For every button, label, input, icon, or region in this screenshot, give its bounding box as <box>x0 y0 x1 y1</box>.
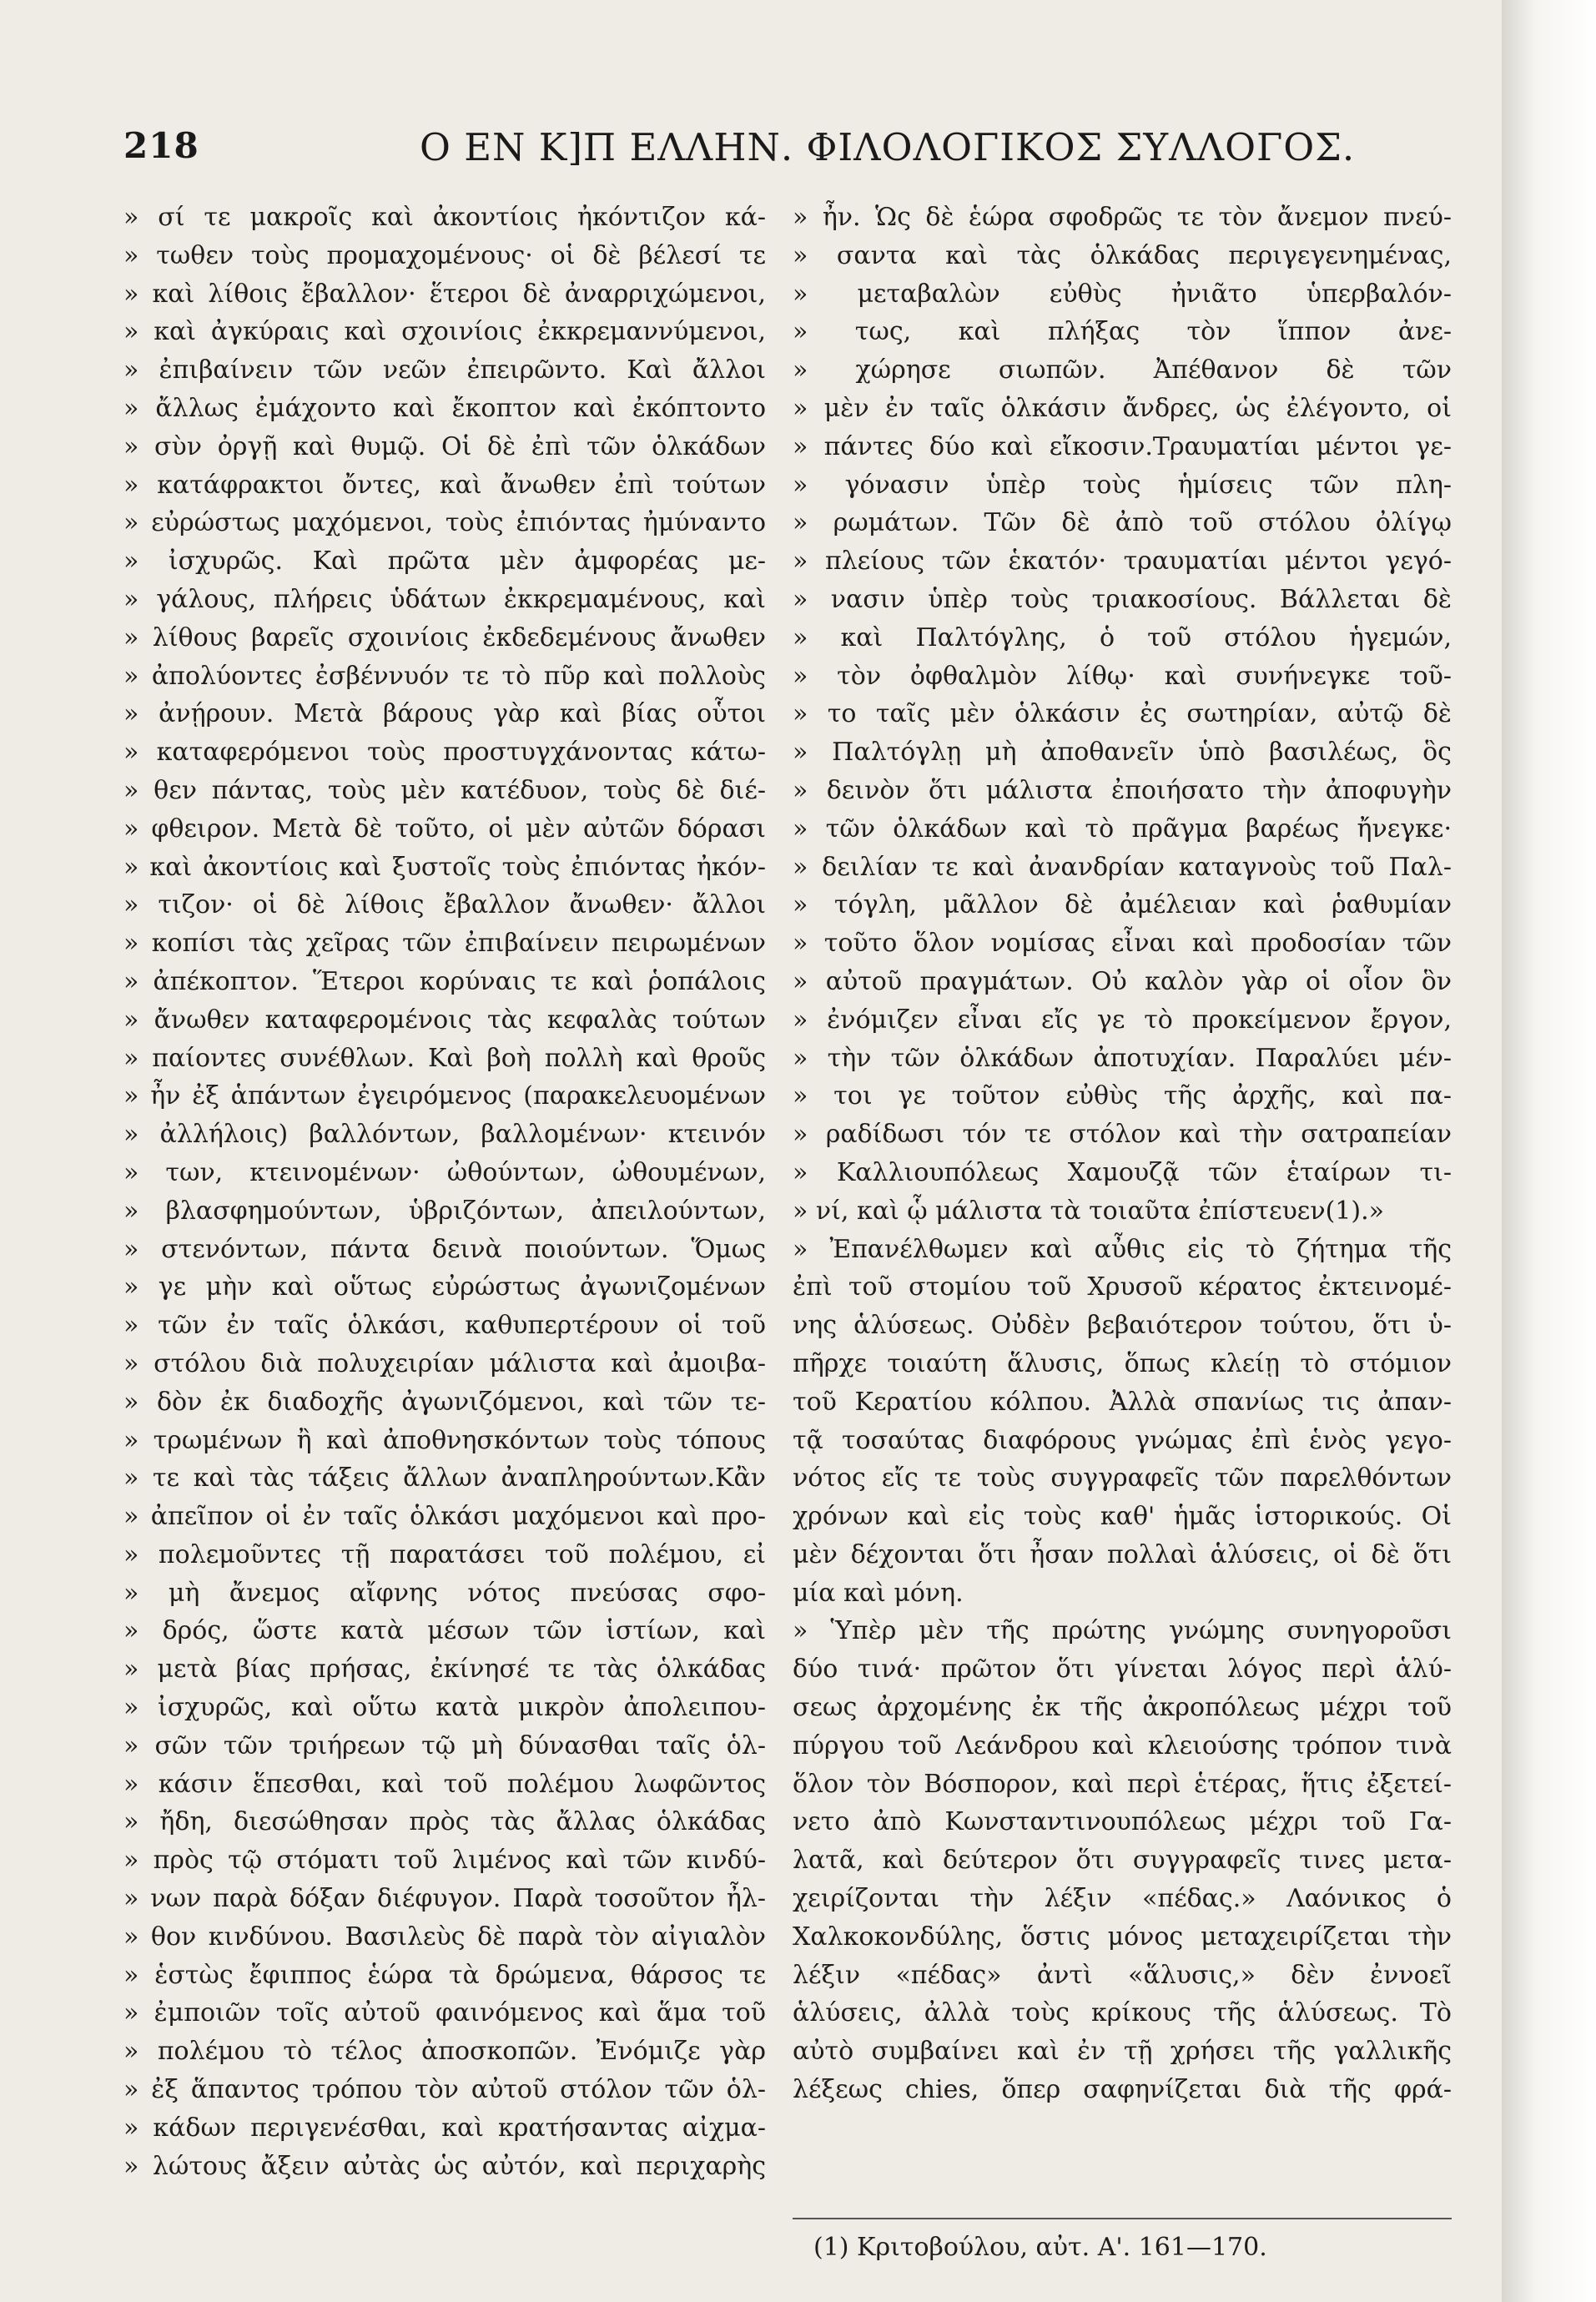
text-line: σεως ἀρχομένης ἐκ τῆς ἀκροπόλεως μέχρι τοῦ <box>793 1693 1452 1723</box>
text-line: νης ἁλύσεως. Οὐδὲν βεβαιότερον τούτου, ὅτι ὑ- <box>793 1311 1452 1341</box>
text-line: » τῶν ὁλκάδων καὶ τὸ πρᾶγμα βαρέως ἤνεγκε· <box>793 814 1452 844</box>
text-line: » ἀπεῖπον οἱ ἐν ταῖς ὁλκάσι μαχόμενοι καὶ προ- <box>123 1502 766 1532</box>
text-line: » πολεμοῦντες τῇ παρατάσει τοῦ πολέμου, εἰ <box>123 1539 766 1569</box>
text-line: » Ὑπὲρ μὲν τῆς πρώτης γνώμης συνηγοροῦσι <box>793 1616 1452 1646</box>
text-line: μὲν δέχονται ὅτι ἦσαν πολλαὶ ἁλύσεις, οἱ δὲ ὅτι <box>793 1539 1452 1569</box>
text-line: » δρός, ὥστε κατὰ μέσων τῶν ἱστίων, καὶ <box>123 1616 766 1646</box>
text-line: » φθειρον. Μετὰ δὲ τοῦτο, οἱ μὲν αὐτῶν δόρασι <box>123 814 766 844</box>
text-line: » νί, καὶ ᾧ μάλιστα τὰ τοιαῦτα ἐπίστευεν(1).» <box>793 1196 1384 1226</box>
text-line: » λίθους βαρεῖς σχοινίοις ἐκδεδεμένους ἄνωθεν <box>123 622 766 652</box>
text-line: τοῦ Κερατίου κόλπου. Ἀλλὰ σπανίως τις ἀπαν- <box>793 1387 1452 1417</box>
text-line: » τὸν ὀφθαλμὸν λίθῳ· καὶ συνήνεγκε τοῦ- <box>793 661 1452 691</box>
text-line: » εὐρώστως μαχόμενοι, τοὺς ἐπιόντας ἠμύναντο <box>123 508 766 538</box>
text-line: » καὶ Παλτόγλης, ὁ τοῦ στόλου ἡγεμών, <box>793 622 1452 652</box>
text-line: » τιζον· οἱ δὲ λίθοις ἔβαλλον ἄνωθεν· ἄλλοι <box>123 890 766 920</box>
text-line: » καὶ ἀκοντίοις καὶ ξυστοῖς τοὺς ἐπιόντας ἠκόν- <box>123 852 766 882</box>
text-line: » γάλους, πλήρεις ὑδάτων ἐκκρεμαμένους, καὶ <box>123 584 766 614</box>
footnote: (1) Κριτοβούλου, αὐτ. Α'. 161—170. <box>813 2233 1267 2262</box>
text-line: » ἐνόμιζεν εἶναι εἴς γε τὸ προκείμενον ἔργον, <box>793 1005 1452 1035</box>
text-line: δύο τινά· πρῶτον ὅτι γίνεται λόγος περὶ ἁλύ- <box>793 1655 1452 1685</box>
text-line: » αὐτοῦ πραγμάτων. Οὐ καλὸν γὰρ οἱ οἷον ὃν <box>793 966 1452 996</box>
text-line: » μὲν ἐν ταῖς ὁλκάσιν ἄνδρες, ὡς ἐλέγοντο, οἱ <box>793 393 1452 423</box>
text-line: » μετὰ βίας πρήσας, ἐκίνησέ τε τὰς ὁλκάδας <box>123 1655 766 1685</box>
text-line: » πάντες δύο καὶ εἴκοσιν.Τραυματίαι μέντοι γε- <box>793 431 1452 461</box>
text-line: » λώτους ἄξειν αὐτὰς ὡς αὐτόν, καὶ περιχαρὴς <box>123 2151 766 2181</box>
text-line: » τρωμένων ἢ καὶ ἀποθνησκόντων τοὺς τόπους <box>123 1425 766 1455</box>
text-line: » σὺν ὀργῇ καὶ θυμῷ. Οἱ δὲ ἐπὶ τῶν ὁλκάδων <box>123 431 766 461</box>
text-line: » πλείους τῶν ἑκατόν· τραυματίαι μέντοι γεγό- <box>793 547 1452 577</box>
text-line: » τοι γε τοῦτον εὐθὺς τῆς ἀρχῆς, καὶ πα- <box>793 1081 1452 1111</box>
text-line: » καὶ λίθοις ἔβαλλον· ἕτεροι δὲ ἀναρριχώμενοι, <box>123 279 766 309</box>
text-line: » ἐπιβαίνειν τῶν νεῶν ἐπειρῶντο. Καὶ ἄλλοι <box>123 355 766 385</box>
page-header <box>123 125 1356 184</box>
text-line: » ραδίδωσι τόν τε στόλον καὶ τὴν σατραπείαν <box>793 1120 1452 1150</box>
text-line: » τωθεν τοὺς προμαχομένους· οἱ δὲ βέλεσί τε <box>123 240 766 270</box>
text-line: » στόλου διὰ πολυχειρίαν μάλιστα καὶ ἀμοιβα- <box>123 1348 766 1378</box>
text-line: » πολέμου τὸ τέλος ἀποσκοπῶν. Ἐνόμιζε γὰρ <box>123 2037 766 2067</box>
text-line: » θον κινδύνου. Βασιλεὺς δὲ παρὰ τὸν αἰγιαλὸν <box>123 1922 766 1952</box>
text-line: » καταφερόμενοι τοὺς προστυγχάνοντας κάτω- <box>123 738 766 768</box>
text-line: χρόνων καὶ εἰς τοὺς καθ' ἡμᾶς ἱστορικούς. Οἱ <box>793 1502 1452 1532</box>
text-line: Χαλκοκονδύλης, ὅστις μόνος μεταχειρίζεται τὴν <box>793 1922 1452 1952</box>
text-line: » Ἐπανέλθωμεν καὶ αὖθις εἰς τὸ ζήτημα τῆς <box>793 1234 1452 1264</box>
text-line: » τοῦτο ὅλον νομίσας εἶναι καὶ προδοσίαν τῶν <box>793 929 1452 959</box>
text-line: » τὴν τῶν ὁλκάδων ἀποτυχίαν. Παραλύει μέν- <box>793 1043 1452 1073</box>
text-line: » θεν πάντας, τοὺς μὲν κατέδυον, τοὺς δὲ διέ- <box>123 775 766 805</box>
text-line: νετο ἀπὸ Κωνσταντινουπόλεως μέχρι τοῦ Γα- <box>793 1807 1452 1837</box>
text-line: » δὸν ἐκ διαδοχῆς ἀγωνιζόμενοι, καὶ τῶν τε- <box>123 1387 766 1417</box>
text-line: » ἦν ἐξ ἁπάντων ἐγειρόμενος (παρακελευομένων <box>123 1081 766 1111</box>
text-line: » πρὸς τῷ στόματι τοῦ λιμένος καὶ τῶν κινδύ- <box>123 1846 766 1876</box>
text-line: ἐπὶ τοῦ στομίου τοῦ Χρυσοῦ κέρατος ἐκτεινομέ- <box>793 1272 1452 1302</box>
text-line: » γόνασιν ὑπὲρ τοὺς ἡμίσεις τῶν πλη- <box>793 470 1452 500</box>
text-line: » τως, καὶ πλήξας τὸν ἵππον ἀνε- <box>793 317 1452 347</box>
text-line: » σαντα καὶ τὰς ὁλκάδας περιγεγενημένας, <box>793 240 1452 270</box>
left-text-column <box>123 199 766 2185</box>
page-edge-margin <box>1502 0 1596 2302</box>
page-number: 218 <box>123 125 199 166</box>
text-line: » ἀλλήλοις) βαλλόντων, βαλλομένων· κτεινόν <box>123 1120 766 1150</box>
text-line: » μὴ ἄνεμος αἴφνης νότος πνεύσας σφο- <box>123 1578 766 1608</box>
text-line: » καὶ ἀγκύραις καὶ σχοινίοις ἐκκρεμαννύμενοι, <box>123 317 766 347</box>
text-line: » κοπίσι τὰς χεῖρας τῶν ἐπιβαίνειν πειρωμένων <box>123 929 766 959</box>
text-line: αὐτὸ συμβαίνει καὶ ἐν τῇ χρήσει τῆς γαλλικῆς <box>793 2037 1452 2067</box>
text-line: » χώρησε σιωπῶν. Ἀπέθανον δὲ τῶν <box>793 355 1452 385</box>
text-line: » δειλίαν τε καὶ ἀνανδρίαν καταγνοὺς τοῦ Παλ- <box>793 852 1452 882</box>
text-line: » Παλτόγλῃ μὴ ἀποθανεῖν ὑπὸ βασιλέως, ὃς <box>793 738 1452 768</box>
text-line: » ἄνωθεν καταφερομένοις τὰς κεφαλὰς τούτων <box>123 1005 766 1035</box>
text-line: » νων παρὰ δόξαν διέφυγον. Παρὰ τοσοῦτον ἦλ- <box>123 1884 766 1914</box>
text-line: λέξεως chies, ὅπερ σαφηνίζεται διὰ τῆς φρά- <box>793 2075 1452 2105</box>
text-line: » γε μὴν καὶ οὕτως εὐρώστως ἀγωνιζομένων <box>123 1272 766 1302</box>
text-line: χειρίζονται τὴν λέξιν «πέδας.» Λαόνικος ὁ <box>793 1884 1452 1914</box>
text-line: » ἀπολύοντες ἐσβέννυόν τε τὸ πῦρ καὶ πολλοὺς <box>123 661 766 691</box>
text-line: » ἄλλως ἐμάχοντο καὶ ἔκοπτον καὶ ἐκόπτοντο <box>123 393 766 423</box>
text-line: νότος εἴς τε τοὺς συγγραφεῖς τῶν παρελθόντων <box>793 1463 1452 1494</box>
text-line: » ἰσχυρῶς, καὶ οὕτω κατὰ μικρὸν ἀπολειπου- <box>123 1693 766 1723</box>
text-line: » κάδων περιγενέσθαι, καὶ κρατήσαντας αἰχμα- <box>123 2113 766 2143</box>
text-line: » ἤδη, διεσώθησαν πρὸς τὰς ἄλλας ὁλκάδας <box>123 1807 766 1837</box>
text-line: » ἑστὼς ἔφιππος ἑώρα τὰ δρώμενα, θάρσος τε <box>123 1960 766 1990</box>
text-line: » ἀνῄρουν. Μετὰ βάρους γὰρ καὶ βίας οὗτοι <box>123 699 766 729</box>
text-line: πύργου τοῦ Λεάνδρου καὶ κλειούσης τρόπον τινὰ <box>793 1730 1452 1761</box>
footnote-rule <box>793 2218 1452 2219</box>
text-line: πῆρχε τοιαύτη ἅλυσις, ὅπως κλείῃ τὸ στόμιον <box>793 1348 1452 1378</box>
text-line: » σῶν τῶν τριήρεων τῷ μὴ δύνασθαι ταῖς ὁλ- <box>123 1730 766 1761</box>
text-line: τᾷ τοσαύτας διαφόρους γνώμας ἐπὶ ἑνὸς γεγο- <box>793 1425 1452 1455</box>
right-text-column <box>793 199 1452 2109</box>
text-line: » τόγλη, μᾶλλον δὲ ἀμέλειαν καὶ ῥαθυμίαν <box>793 890 1452 920</box>
text-line: » ἐξ ἅπαντος τρόπου τὸν αὐτοῦ στόλον τῶν ὁλ- <box>123 2075 766 2105</box>
text-line: » ἰσχυρῶς. Καὶ πρῶτα μὲν ἀμφορέας με- <box>123 547 766 577</box>
text-line: ἁλύσεις, ἀλλὰ τοὺς κρίκους τῆς ἁλύσεως. Τὸ <box>793 1998 1452 2028</box>
text-line: » το ταῖς μὲν ὁλκάσιν ἐς σωτηρίαν, αὐτῷ δὲ <box>793 699 1452 729</box>
text-line: » ἐμποιῶν τοῖς αὐτοῦ φαινόμενος καὶ ἅμα τοῦ <box>123 1998 766 2028</box>
text-line: » βλασφημούντων, ὑβριζόντων, ἀπειλούντων, <box>123 1196 766 1226</box>
text-line: ὅλον τὸν Βόσπορον, καὶ περὶ ἑτέρας, ἥτις ἐξετεί- <box>793 1769 1452 1799</box>
text-line: » δεινὸν ὅτι μάλιστα ἐποιήσατο τὴν ἀποφυγὴν <box>793 775 1452 805</box>
text-line: μία καὶ μόνη. <box>793 1578 964 1608</box>
text-line: » Καλλιουπόλεως Χαμουζᾷ τῶν ἑταίρων τι- <box>793 1157 1452 1187</box>
text-line: » τῶν ἐν ταῖς ὁλκάσι, καθυπερτέρουν οἱ τοῦ <box>123 1311 766 1341</box>
text-line: » μεταβαλὼν εὐθὺς ἠνιᾶτο ὑπερβαλόν- <box>793 279 1452 309</box>
text-line: » ἀπέκοπτον. Ἕτεροι κορύναις τε καὶ ῥοπάλοις <box>123 966 766 996</box>
text-line: » ρωμάτων. Τῶν δὲ ἀπὸ τοῦ στόλου ὀλίγῳ <box>793 508 1452 538</box>
text-line: λέξιν «πέδας» ἀντὶ «ἅλυσις,» δὲν ἐννοεῖ <box>793 1960 1452 1990</box>
text-line: » κάσιν ἕπεσθαι, καὶ τοῦ πολέμου λωφῶντος <box>123 1769 766 1799</box>
text-line: » των, κτεινομένων· ὠθούντων, ὠθουμένων, <box>123 1157 766 1187</box>
text-line: » κατάφρακτοι ὄντες, καὶ ἄνωθεν ἐπὶ τούτων <box>123 470 766 500</box>
text-line: » τε καὶ τὰς τάξεις ἄλλων ἀναπληρούντων.Κἂν <box>123 1463 766 1494</box>
text-line: » στενόντων, πάντα δεινὰ ποιούντων. Ὅμως <box>123 1234 766 1264</box>
text-line: » ἦν. Ὡς δὲ ἑώρα σφοδρῶς τε τὸν ἄνεμον πνεύ- <box>793 203 1452 232</box>
text-line: » νασιν ὑπὲρ τοὺς τριακοσίους. Βάλλεται δὲ <box>793 584 1452 614</box>
running-title: Ο ΕΝ Κ]Π ΕΛΛΗΝ. ΦΙΛΟΛΟΓΙΚΟΣ ΣΥΛΛΟΓΟΣ. <box>420 125 1356 169</box>
text-line: » σί τε μακροῖς καὶ ἀκοντίοις ἠκόντιζον κά- <box>123 203 766 232</box>
text-line: » παίοντες συνέθλων. Καὶ βοὴ πολλὴ καὶ θροῦς <box>123 1043 766 1073</box>
text-line: λατᾶ, καὶ δεύτερον ὅτι συγγραφεῖς τινες μετα- <box>793 1846 1452 1876</box>
